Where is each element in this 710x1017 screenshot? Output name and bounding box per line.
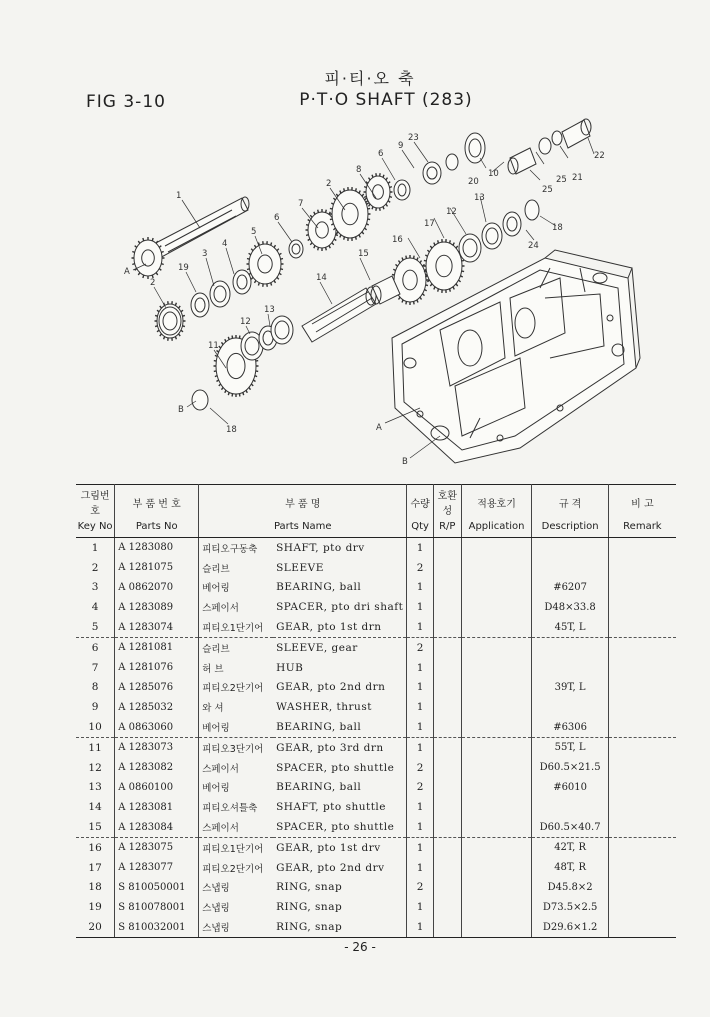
qty-cell: 2	[407, 558, 434, 578]
key-no-cell: 7	[76, 658, 115, 678]
part-number-cell: S 810032001	[115, 917, 199, 937]
table-row	[76, 917, 676, 937]
remark-cell	[608, 678, 676, 698]
part-number-cell: A 1283074	[115, 617, 199, 637]
callout-6: 6	[274, 213, 280, 223]
part-number-cell: A 1283081	[115, 797, 199, 817]
callout-b: B	[178, 405, 184, 415]
header-key-no-kr: 그림번호	[76, 485, 115, 518]
table-row	[76, 797, 676, 817]
callout-11: 11	[208, 341, 219, 351]
table-row	[76, 737, 676, 757]
part-number-cell: A 1283075	[115, 837, 199, 857]
header-remark: Remark	[608, 517, 676, 538]
description-cell: #6306	[532, 717, 608, 737]
description-cell	[532, 797, 608, 817]
header-description: Description	[532, 517, 608, 538]
rp-cell	[433, 637, 461, 657]
part-name-korean-cell: 피티오셔틀축	[199, 797, 273, 817]
header-application-kr: 적용호기	[461, 485, 532, 518]
application-cell	[461, 897, 532, 917]
key-no-cell: 5	[76, 617, 115, 637]
description-cell: 39T, L	[532, 678, 608, 698]
rp-cell	[433, 558, 461, 578]
part-number-cell: A 1285032	[115, 697, 199, 717]
header-qty: Qty	[407, 517, 434, 538]
table-row	[76, 758, 676, 778]
callout-18: 18	[226, 425, 237, 435]
callout-8: 8	[356, 165, 362, 175]
qty-cell: 1	[407, 717, 434, 737]
application-cell	[461, 717, 532, 737]
remark-cell	[608, 637, 676, 657]
remark-cell	[608, 917, 676, 937]
callout-12: 12	[240, 317, 251, 327]
callout-12: 12	[446, 207, 457, 217]
title-english: P·T·O SHAFT (283)	[299, 90, 473, 110]
table-row	[76, 637, 676, 657]
application-cell	[461, 817, 532, 837]
qty-cell: 1	[407, 858, 434, 878]
qty-cell: 2	[407, 778, 434, 798]
remark-cell	[608, 797, 676, 817]
table-row	[76, 697, 676, 717]
key-no-cell: 14	[76, 797, 115, 817]
remark-cell	[608, 538, 676, 558]
part-number-cell: A 1283077	[115, 858, 199, 878]
part-name-cell: SPACER, pto shuttle	[273, 758, 407, 778]
part-name-cell: BEARING, ball	[273, 578, 407, 598]
key-no-cell: 8	[76, 678, 115, 698]
description-cell: 48T, R	[532, 858, 608, 878]
page-number: - 26 -	[344, 940, 376, 954]
part-name-korean-cell: 피티오구동축	[199, 538, 273, 558]
table-row	[76, 858, 676, 878]
part-name-cell: GEAR, pto 1st drv	[273, 837, 407, 857]
callout-6: 6	[378, 149, 384, 159]
part-number-cell: A 0862070	[115, 578, 199, 598]
part-number-cell: A 1281076	[115, 658, 199, 678]
application-cell	[461, 778, 532, 798]
description-cell: #6207	[532, 578, 608, 598]
part-name-cell: BEARING, ball	[273, 717, 407, 737]
part-name-korean-cell: 스냅링	[199, 878, 273, 898]
key-no-cell: 13	[76, 778, 115, 798]
callout-25: 25	[542, 185, 553, 195]
callout-5: 5	[251, 227, 257, 237]
rp-cell	[433, 578, 461, 598]
description-cell	[532, 637, 608, 657]
remark-cell	[608, 878, 676, 898]
rp-cell	[433, 837, 461, 857]
application-cell	[461, 878, 532, 898]
application-cell	[461, 917, 532, 937]
qty-cell: 1	[407, 578, 434, 598]
description-cell: D29.6×1.2	[532, 917, 608, 937]
part-name-cell: RING, snap	[273, 897, 407, 917]
callout-4: 4	[222, 239, 228, 249]
rp-cell	[433, 717, 461, 737]
description-cell: 55T, L	[532, 737, 608, 757]
application-cell	[461, 758, 532, 778]
part-name-cell: SLEEVE	[273, 558, 407, 578]
table-row	[76, 878, 676, 898]
qty-cell: 2	[407, 637, 434, 657]
rp-cell	[433, 797, 461, 817]
gear-shape	[424, 239, 465, 293]
application-cell	[461, 797, 532, 817]
table-row	[76, 717, 676, 737]
key-no-cell: 16	[76, 837, 115, 857]
part-name-korean-cell: 베어링	[199, 578, 273, 598]
qty-cell: 2	[407, 758, 434, 778]
part-name-korean-cell: 피티오2단기어	[199, 858, 273, 878]
qty-cell: 1	[407, 617, 434, 637]
callout-14: 14	[316, 273, 327, 283]
qty-cell: 1	[407, 678, 434, 698]
part-number-cell: A 0860100	[115, 778, 199, 798]
description-cell: D60.5×40.7	[532, 817, 608, 837]
header-key-no: Key No	[76, 517, 115, 538]
callout-9: 9	[398, 141, 404, 151]
part-name-cell: RING, snap	[273, 878, 407, 898]
qty-cell: 1	[407, 897, 434, 917]
callout-25: 25	[556, 175, 567, 185]
callout-22: 22	[594, 151, 605, 161]
gear-shape	[392, 255, 429, 305]
description-cell	[532, 538, 608, 558]
description-cell: D73.5×2.5	[532, 897, 608, 917]
part-name-korean-cell: 스페이서	[199, 758, 273, 778]
exploded-parts-diagram	[0, 118, 710, 478]
callout-7: 7	[298, 199, 304, 209]
gear-shape	[364, 173, 393, 211]
part-number-cell: A 1283082	[115, 758, 199, 778]
part-name-korean-cell: 슬리브	[199, 558, 273, 578]
application-cell	[461, 678, 532, 698]
remark-cell	[608, 717, 676, 737]
qty-cell: 1	[407, 658, 434, 678]
remark-cell	[608, 597, 676, 617]
part-name-cell: SHAFT, pto shuttle	[273, 797, 407, 817]
part-name-korean-cell: 스페이서	[199, 817, 273, 837]
part-number-cell: A 1283084	[115, 817, 199, 837]
key-no-cell: 10	[76, 717, 115, 737]
part-name-cell: SPACER, pto dri shaft	[273, 597, 407, 617]
key-no-cell: 3	[76, 578, 115, 598]
part-number-cell: A 1285076	[115, 678, 199, 698]
rp-cell	[433, 658, 461, 678]
remark-cell	[608, 778, 676, 798]
callout-10: 10	[488, 169, 499, 179]
remark-cell	[608, 897, 676, 917]
part-name-korean-cell: 피티오1단기어	[199, 837, 273, 857]
part-name-korean-cell: 슬리브	[199, 637, 273, 657]
qty-cell: 1	[407, 817, 434, 837]
description-cell: D60.5×21.5	[532, 758, 608, 778]
remark-cell	[608, 697, 676, 717]
key-no-cell: 17	[76, 858, 115, 878]
part-number-cell: A 1283080	[115, 538, 199, 558]
qty-cell: 1	[407, 917, 434, 937]
header-description-kr: 규 격	[532, 485, 608, 518]
header-parts-name: Parts Name	[199, 517, 407, 538]
part-name-korean-cell: 허 브	[199, 658, 273, 678]
rp-cell	[433, 617, 461, 637]
table-row	[76, 678, 676, 698]
part-name-korean-cell: 와 셔	[199, 697, 273, 717]
callout-2: 2	[150, 278, 156, 288]
rp-cell	[433, 697, 461, 717]
description-cell	[532, 558, 608, 578]
application-cell	[461, 837, 532, 857]
part-name-cell: GEAR, pto 3rd drn	[273, 737, 407, 757]
key-no-cell: 6	[76, 637, 115, 657]
application-cell	[461, 597, 532, 617]
rp-cell	[433, 858, 461, 878]
rp-cell	[433, 758, 461, 778]
part-name-korean-cell: 스냅링	[199, 917, 273, 937]
qty-cell: 2	[407, 878, 434, 898]
rp-cell	[433, 817, 461, 837]
rp-cell	[433, 917, 461, 937]
application-cell	[461, 658, 532, 678]
description-cell	[532, 658, 608, 678]
qty-cell: 1	[407, 697, 434, 717]
header-remark-kr: 비 고	[608, 485, 676, 518]
rp-cell	[433, 897, 461, 917]
part-name-korean-cell: 베어링	[199, 717, 273, 737]
qty-cell: 1	[407, 797, 434, 817]
description-cell	[532, 697, 608, 717]
qty-cell: 1	[407, 737, 434, 757]
header-qty-kr: 수량	[407, 485, 434, 518]
part-name-cell: GEAR, pto 2nd drv	[273, 858, 407, 878]
part-number-cell: A 1281075	[115, 558, 199, 578]
header-parts-no: Parts No	[115, 517, 199, 538]
header-application: Application	[461, 517, 532, 538]
description-cell: #6010	[532, 778, 608, 798]
application-cell	[461, 637, 532, 657]
remark-cell	[608, 817, 676, 837]
part-name-cell: GEAR, pto 2nd drn	[273, 678, 407, 698]
key-no-cell: 9	[76, 697, 115, 717]
part-name-korean-cell: 베어링	[199, 778, 273, 798]
table-row	[76, 837, 676, 857]
key-no-cell: 19	[76, 897, 115, 917]
callout-1: 1	[176, 191, 182, 201]
callout-20: 20	[468, 177, 479, 187]
qty-cell: 1	[407, 597, 434, 617]
remark-cell	[608, 837, 676, 857]
table-row	[76, 658, 676, 678]
callout-a: A	[124, 267, 130, 277]
part-name-korean-cell: 피티오2단기어	[199, 678, 273, 698]
key-no-cell: 11	[76, 737, 115, 757]
application-cell	[461, 578, 532, 598]
header-parts-no-kr: 부 품 번 호	[115, 485, 199, 518]
rp-cell	[433, 778, 461, 798]
application-cell	[461, 858, 532, 878]
part-name-korean-cell: 피티오1단기어	[199, 617, 273, 637]
qty-cell: 1	[407, 538, 434, 558]
remark-cell	[608, 658, 676, 678]
application-cell	[461, 558, 532, 578]
callout-13: 13	[264, 305, 275, 315]
key-no-cell: 18	[76, 878, 115, 898]
part-name-cell: BEARING, ball	[273, 778, 407, 798]
part-name-cell: SLEEVE, gear	[273, 637, 407, 657]
callout-23: 23	[408, 133, 419, 143]
rp-cell	[433, 678, 461, 698]
header-rp: R/P	[433, 517, 461, 538]
callout-24: 24	[528, 241, 539, 251]
key-no-cell: 12	[76, 758, 115, 778]
table-row	[76, 817, 676, 837]
remark-cell	[608, 858, 676, 878]
figure-label: FIG 3-10	[86, 92, 166, 112]
part-name-cell: RING, snap	[273, 917, 407, 937]
rp-cell	[433, 878, 461, 898]
callout-2: 2	[326, 179, 332, 189]
table-row	[76, 897, 676, 917]
key-no-cell: 2	[76, 558, 115, 578]
remark-cell	[608, 558, 676, 578]
remark-cell	[608, 758, 676, 778]
part-number-cell: A 0863060	[115, 717, 199, 737]
part-name-korean-cell: 스냅링	[199, 897, 273, 917]
part-name-korean-cell: 피티오3단기어	[199, 737, 273, 757]
pto-shuttle-shaft-drawing	[302, 287, 376, 342]
part-number-cell: A 1283073	[115, 737, 199, 757]
description-cell: D48×33.8	[532, 597, 608, 617]
table-row	[76, 578, 676, 598]
key-no-cell: 1	[76, 538, 115, 558]
table-row	[76, 778, 676, 798]
callout-15: 15	[358, 249, 369, 259]
application-cell	[461, 538, 532, 558]
remark-cell	[608, 578, 676, 598]
callout-17: 17	[424, 219, 435, 229]
description-cell: 45T, L	[532, 617, 608, 637]
callout-19: 19	[178, 263, 189, 273]
gear-shape	[247, 241, 284, 287]
key-no-cell: 15	[76, 817, 115, 837]
callout-18: 18	[552, 223, 563, 233]
table-row	[76, 597, 676, 617]
description-cell: 42T, R	[532, 837, 608, 857]
key-no-cell: 4	[76, 597, 115, 617]
callout-16: 16	[392, 235, 403, 245]
part-name-cell: SPACER, pto shuttle	[273, 817, 407, 837]
remark-cell	[608, 617, 676, 637]
description-cell: D45.8×2	[532, 878, 608, 898]
part-number-cell: S 810050001	[115, 878, 199, 898]
parts-table	[76, 484, 676, 938]
part-number-cell: S 810078001	[115, 897, 199, 917]
callout-21: 21	[572, 173, 583, 183]
table-row	[76, 558, 676, 578]
application-cell	[461, 617, 532, 637]
title-korean: 피·티·오 축	[324, 69, 416, 88]
qty-cell: 1	[407, 837, 434, 857]
header-rp-kr: 호환성	[433, 485, 461, 518]
application-cell	[461, 737, 532, 757]
application-cell	[461, 697, 532, 717]
gear-case-drawing	[392, 250, 640, 463]
part-name-korean-cell: 스페이서	[199, 597, 273, 617]
callout-13: 13	[474, 193, 485, 203]
table-row	[76, 617, 676, 637]
rp-cell	[433, 538, 461, 558]
header-parts-name-kr: 부 품 명	[199, 485, 407, 518]
callout-3: 3	[202, 249, 208, 259]
remark-cell	[608, 737, 676, 757]
key-no-cell: 20	[76, 917, 115, 937]
part-name-cell: HUB	[273, 658, 407, 678]
rp-cell	[433, 737, 461, 757]
rp-cell	[433, 597, 461, 617]
part-name-cell: GEAR, pto 1st drn	[273, 617, 407, 637]
part-name-cell: SHAFT, pto drv	[273, 538, 407, 558]
part-number-cell: A 1281081	[115, 637, 199, 657]
part-number-cell: A 1283089	[115, 597, 199, 617]
part-name-cell: WASHER, thrust	[273, 697, 407, 717]
callout-a: A	[376, 423, 382, 433]
callout-b: B	[402, 457, 408, 467]
table-row	[76, 538, 676, 558]
